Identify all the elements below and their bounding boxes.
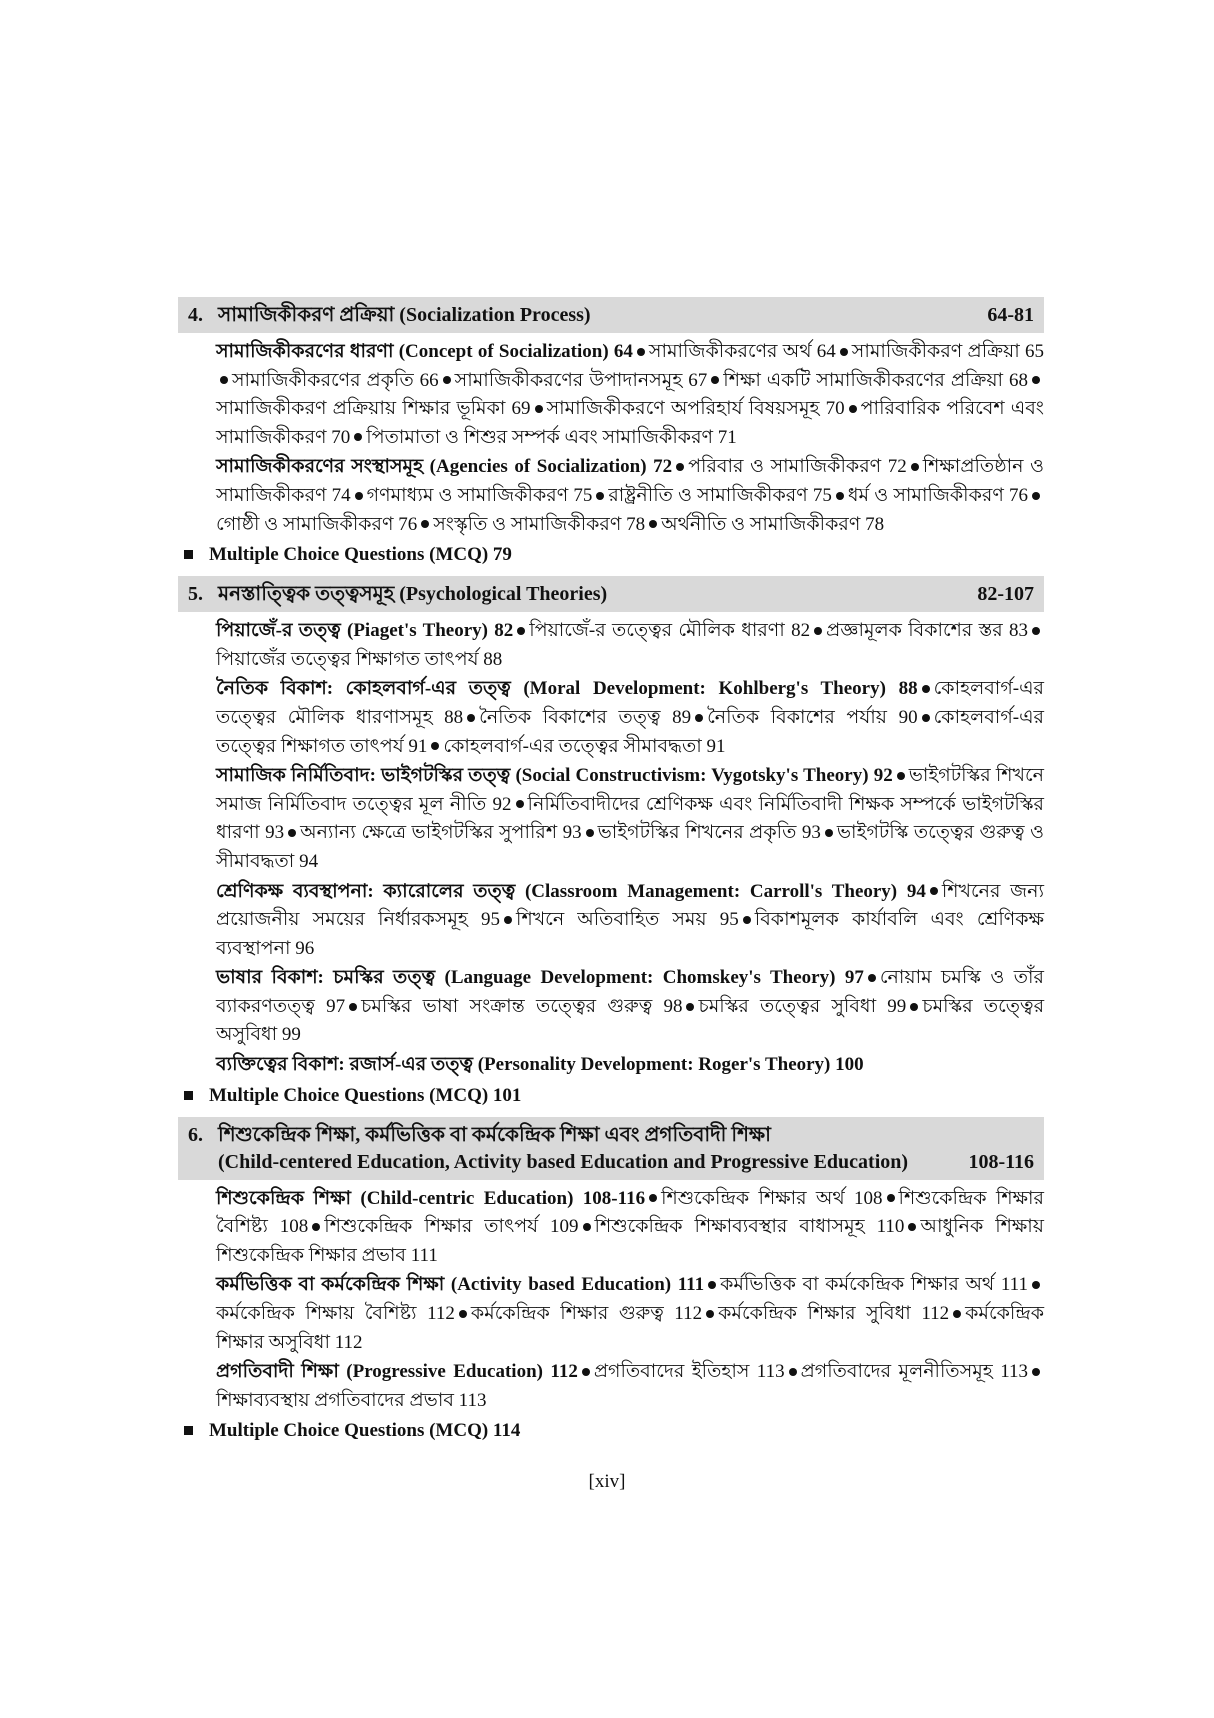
section-title: শিশুকেন্দ্রিক শিক্ষা (Child-centric Education) 108-116 [216,1187,646,1209]
topic-item: সামাজিকীকরণের অর্থ 64 [648,341,836,362]
chapter-number: 4. [188,304,203,326]
bullet-icon [1032,376,1040,384]
topic-item: প্রগতিবাদের মূলনীতিসমূহ 113 [800,1361,1028,1383]
chapter-sections [216,617,1044,1080]
topic-item: সামাজিকীকরণের প্রকৃতি 66 [232,369,439,391]
bullet-icon [349,1003,357,1011]
topic-item: কর্মভিত্তিক বা কর্মকেন্দ্রিক শিক্ষার অর্থ 111 [720,1274,1028,1296]
section-entry [216,1051,1044,1080]
bullet-icon [825,829,833,837]
topic-item: শিশুকেন্দ্রিক শিক্ষার অর্থ 108 [661,1187,883,1209]
section-entry [216,1185,1044,1271]
bullet-icon [355,492,363,500]
section-entry [216,878,1044,964]
topic-item: শিক্ষাব্যবস্থায় প্রগতিবাদের প্রভাব 113 [216,1389,487,1411]
topic-item: ভাইগটস্কির শিখনে সমাজ নির্মিতিবাদ তত্ত্বের মূল নীতি 92 [216,765,1044,815]
chapter-number: 5. [188,583,203,606]
topic-item: চমস্কির তত্ত্বের সুবিধা 99 [698,995,907,1017]
bullet-icon [836,492,844,500]
topic-item: অর্থনীতি ও সামাজিকীকরণ 78 [661,513,885,535]
bullet-icon [676,463,684,471]
bullet-icon [220,376,228,384]
mcq-label: Multiple Choice Questions (MCQ) 101 [209,1084,522,1106]
bullet-icon [695,714,703,722]
topic-item: অন্যান্য ক্ষেত্রে ভাইগটস্কির সুপারিশ 93 [300,822,582,844]
topic-item: শিক্ষাপ্রতিষ্ঠান ও সামাজিকীকরণ 74 [216,456,1044,506]
section-entry [216,675,1044,761]
topic-item: বিকাশমূলক কার্যাবলি এবং শ্রেণিকক্ষ ব্যবস্থাপনা 96 [216,909,1044,959]
topic-item: শিশুকেন্দ্রিক শিক্ষার তাৎপর্য 109 [324,1216,579,1238]
bullet-icon [517,627,525,635]
bullet-icon [1032,1281,1040,1289]
topic-item: পিতামাতা ও শিশুর সম্পর্ক এবং সামাজিকীকরণ 71 [366,426,737,448]
section-entry [216,1271,1044,1357]
topic-item: শিক্ষা একটি সামাজিকীকরণের প্রক্রিয়া 68 [723,369,1028,391]
chapter-page-range: 64-81 [987,304,1034,326]
bullet-icon [1032,492,1040,500]
topic-item: কোহলবার্গ-এর তত্ত্বের মৌলিক ধারণাসমূহ 88 [216,678,1044,728]
bullet-icon [649,1194,657,1202]
bullet-icon [504,916,512,924]
topic-item: সামাজিকীকরণে অপরিহার্য বিষয়সমূহ 70 [546,398,845,420]
topic-item: নৈতিক বিকাশের পর্যায় 90 [707,706,918,728]
topic-item: সামাজিকীকরণ প্রক্রিয়ায় শিক্ষার ভূমিকা 69 [216,398,531,420]
topic-item: আধুনিক শিক্ষায় শিশুকেন্দ্রিক শিক্ষার প্রভাব 111 [216,1216,1044,1266]
bullet-icon [814,627,822,635]
bullet-icon [459,1310,467,1318]
chapter-sections [216,1185,1044,1416]
mcq-label: Multiple Choice Questions (MCQ) 114 [209,1420,521,1442]
table-of-contents [178,297,1044,1452]
bullet-icon [706,1310,714,1318]
section-title: ব্যক্তিত্বের বিকাশ: রজার্স-এর তত্ত্ব (Personality Development: Roger's Theory) 100 [216,1054,864,1076]
topic-item: নির্মিতিবাদীদের শ্রেণিকক্ষ এবং নির্মিতিবাদী শিক্ষক সম্পর্কে ভাইগটস্কির ধারণা 93 [216,793,1044,844]
topic-item: চমস্কির ভাষা সংক্রান্ত তত্ত্বের গুরুত্ব 98 [361,995,683,1017]
bullet-icon [637,348,645,356]
chapter-page-range: 108-116 [968,1150,1034,1173]
bullet-icon [467,714,475,722]
section-title: সামাজিকীকরণের সংস্থাসমূহ (Agencies of Socialization) 72 [216,456,673,478]
bullet-icon [649,520,657,528]
mcq-entry [178,1417,1044,1444]
section-title: সামাজিক নির্মিতিবাদ: ভাইগটস্কির তত্ত্ব (Social Constructivism: Vygotsky's Theory) 92 [216,765,893,787]
topic-item: সংস্কৃতি ও সামাজিকীকরণ 78 [433,513,646,535]
bullet-icon [897,772,905,780]
chapter-page-range: 82-107 [977,583,1034,606]
section-entry [216,1358,1044,1415]
chapter-heading [178,297,1044,333]
topic-item: ভাইগটস্কি তত্ত্বের গুরুত্ব ও সীমাবদ্ধতা 94 [216,822,1044,872]
square-bullet-icon [184,1091,193,1100]
bullet-icon [849,405,857,413]
bullet-icon [840,348,848,356]
mcq-label: Multiple Choice Questions (MCQ) 79 [209,544,512,566]
bullet-icon [911,463,919,471]
topic-item: পিয়াজেঁর তত্ত্বের শিক্ষাগত তাৎপর্য 88 [216,648,503,670]
bullet-icon [908,1223,916,1231]
topic-item: নোয়াম চমস্কি ও তাঁর ব্যাকরণতত্ত্ব 97 [216,967,1044,1017]
mcq-entry [178,1082,1044,1109]
section-title: নৈতিক বিকাশ: কোহলবার্গ-এর তত্ত্ব (Moral Development: Kohlberg's Theory) 88 [216,678,918,700]
topic-item: কর্মকেন্দ্রিক শিক্ষার সুবিধা 112 [718,1303,950,1325]
topic-item: প্রজ্ঞামূলক বিকাশের স্তর 83 [826,620,1028,642]
bullet-icon [910,1003,918,1011]
topic-item: কর্মকেন্দ্রিক শিক্ষায় বৈশিষ্ট্য 112 [216,1303,455,1325]
topic-item: প্রগতিবাদের ইতিহাস 113 [593,1361,785,1383]
bullet-icon [516,800,524,808]
bullet-icon [887,1194,895,1202]
section-title: সামাজিকীকরণের ধারণা (Concept of Socialization) 64 [216,341,633,362]
chapter-title-english-row [218,1149,1034,1176]
section-entry [216,762,1044,876]
section-entry [216,338,1044,452]
section-title: প্রগতিবাদী শিক্ষা (Progressive Education) 112 [216,1361,578,1383]
topic-item: পরিবার ও সামাজিকীকরণ 72 [688,456,907,478]
bullet-icon [868,974,876,982]
bullet-icon [583,1223,591,1231]
bullet-icon [711,376,719,384]
bullet-icon [354,433,362,441]
bullet-icon [596,492,604,500]
bullet-icon [1032,627,1040,635]
topic-item: পিয়াজেঁ-র তত্ত্বের মৌলিক ধারণা 82 [529,620,811,642]
section-entry [216,964,1044,1050]
chapter-sections [216,338,1044,539]
bullet-icon [431,742,439,750]
chapter-title-english: (Child-centered Education, Activity based Education and Progressive Education) [218,1150,909,1173]
topic-item: শিখনের জন্য প্রয়োজনীয় সময়ের নির্ধারকসমূহ 95 [216,880,1045,931]
mcq-entry [178,541,1044,568]
topic-item: কর্মকেন্দ্রিক শিক্ষার গুরুত্ব 112 [470,1303,703,1325]
bullet-icon [443,376,451,384]
topic-item: গোষ্ঠী ও সামাজিকীকরণ 76 [216,513,418,535]
section-title: পিয়াজেঁ-র তত্ত্ব (Piaget's Theory) 82 [216,620,514,642]
topic-item: সামাজিকীকরণ প্রক্রিয়া 65 [851,341,1044,362]
section-title: শ্রেণিকক্ষ ব্যবস্থাপনা: ক্যারোলের তত্ত্ব (Classroom Management: Carroll's Theory) 94 [216,880,926,902]
topic-item: পারিবারিক পরিবেশ এবং সামাজিকীকরণ 70 [216,398,1044,448]
bullet-icon [312,1223,320,1231]
topic-item: নৈতিক বিকাশের তত্ত্ব 89 [479,706,692,728]
chapter-title: সামাজিকীকরণ প্রক্রিয়া (Socialization Process) [218,304,591,326]
topic-item: শিশুকেন্দ্রিক শিক্ষার বৈশিষ্ট্য 108 [216,1187,1044,1238]
topic-item: কোহলবার্গ-এর তত্ত্বের সীমাবদ্ধতা 91 [443,735,726,757]
chapter-number: 6. [188,1123,203,1146]
topic-item: সামাজিকীকরণের উপাদানসমূহ 67 [454,369,708,391]
bullet-icon [922,685,930,693]
bullet-icon [288,829,296,837]
topic-item: কর্মকেন্দ্রিক শিক্ষার অসুবিধা 112 [216,1303,1044,1353]
section-title: ভাষার বিকাশ: চমস্কির তত্ত্ব (Language Development: Chomskey's Theory) 97 [216,967,864,989]
topic-item: ভাইগটস্কির শিখনের প্রকৃতি 93 [597,822,821,844]
topic-item: কোহলবার্গ-এর তত্ত্বের শিক্ষাগত তাৎপর্য 91 [216,706,1044,757]
bullet-icon [582,1368,590,1376]
square-bullet-icon [184,1426,193,1435]
bullet-icon [686,1003,694,1011]
section-title: কর্মভিত্তিক বা কর্মকেন্দ্রিক শিক্ষা (Activity based Education) 111 [216,1274,705,1296]
chapter-title: মনস্তাত্ত্বিক তত্ত্বসমূহ (Psychological Theories) [218,583,608,606]
chapter-title-block [218,1122,1034,1176]
section-entry [216,453,1044,539]
bullet-icon [953,1310,961,1318]
bullet-icon [930,887,938,895]
bullet-icon [922,714,930,722]
bullet-icon [586,829,594,837]
bullet-icon [708,1281,716,1289]
topic-item: ধর্ম ও সামাজিকীকরণ 76 [847,484,1028,506]
bullet-icon [535,405,543,413]
section-entry [216,617,1044,674]
bullet-icon [743,916,751,924]
page-number: [xiv] [588,1471,626,1492]
topic-item: চমস্কির তত্ত্বের অসুবিধা 99 [216,995,1045,1046]
topic-item: গণমাধ্যম ও সামাজিকীকরণ 75 [366,484,593,506]
square-bullet-icon [184,550,193,559]
chapter-heading [178,576,1044,612]
topic-item: শিশুকেন্দ্রিক শিক্ষাব্যবস্থার বাধাসমূহ 110 [594,1216,905,1238]
chapter-heading [178,1117,1044,1180]
bullet-icon [1032,1368,1040,1376]
bullet-icon [421,520,429,528]
topic-item: রাষ্ট্রনীতি ও সামাজিকীকরণ 75 [608,484,832,506]
chapter-title: শিশুকেন্দ্রিক শিক্ষা, কর্মভিত্তিক বা কর্মকেন্দ্রিক শিক্ষা এবং প্রগতিবাদী শিক্ষা [218,1123,771,1146]
topic-item: শিখনে অতিবাহিত সময় 95 [516,909,739,931]
bullet-icon [789,1368,797,1376]
